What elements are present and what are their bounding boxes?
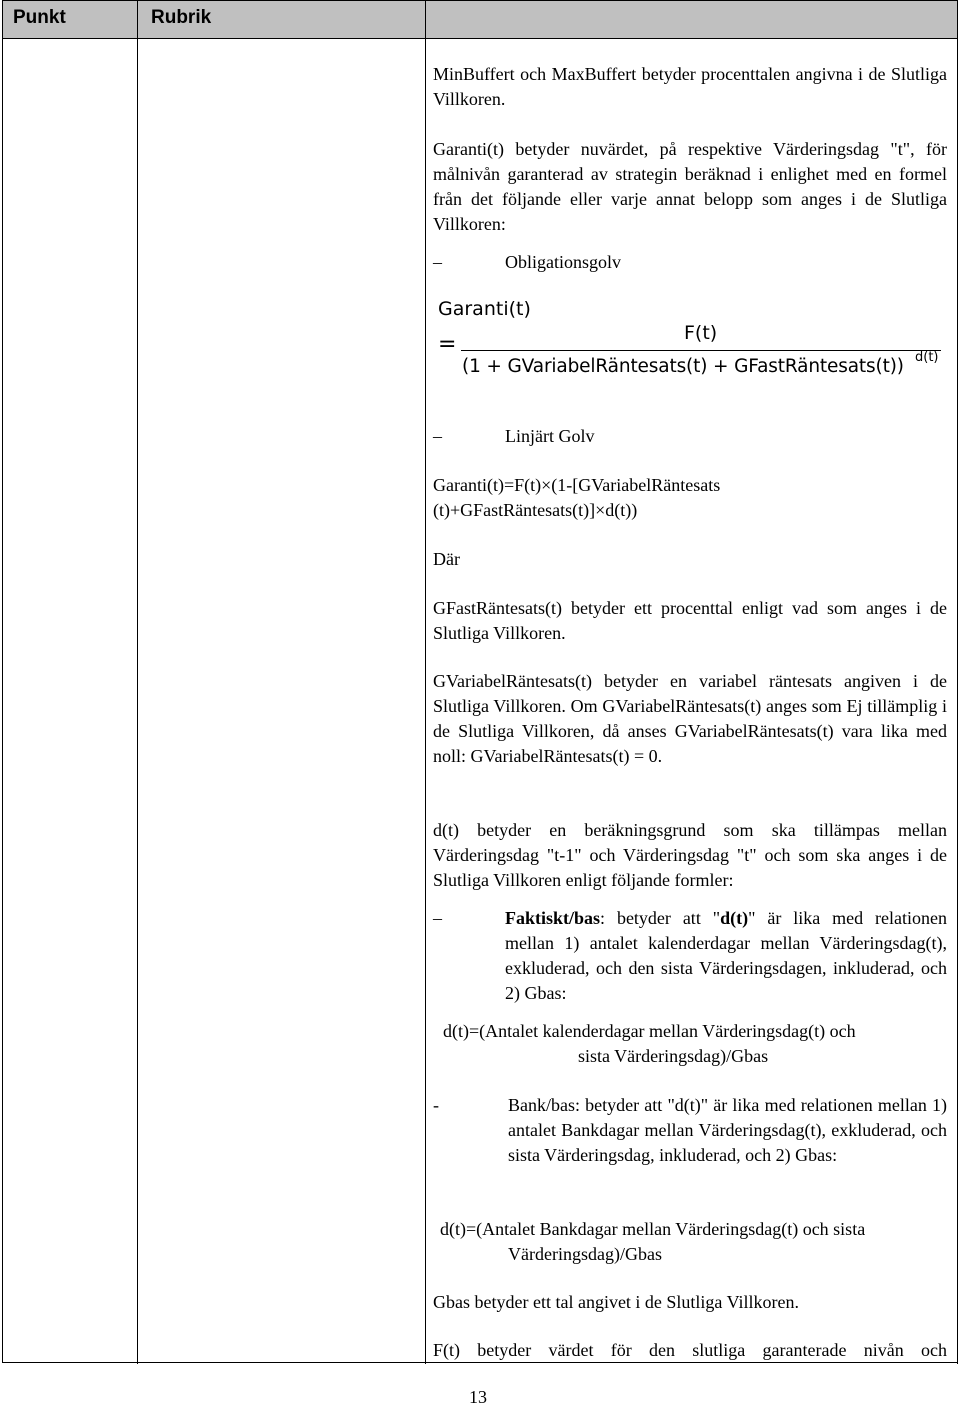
dar-label: Där <box>433 549 460 569</box>
formula-linjart-line-1: Garanti(t)=F(t)×(1-[GVariabelRäntesats <box>433 475 721 495</box>
formula-bank-line-2: Värderingsdag)/Gbas <box>508 1244 662 1264</box>
faktiskt-bas-term: Faktiskt/bas <box>505 908 601 928</box>
formula-linjart-line-2: (t)+GFastRäntesats(t)]×d(t)) <box>433 500 638 520</box>
list-item-bank-bas <box>433 1093 947 1193</box>
page-number: 13 <box>469 1387 487 1407</box>
formula-denominator: (1 + GVariabelRäntesats(t) + GFastRäntesats(t)) <box>462 356 904 377</box>
column-divider-2 <box>425 1 426 1364</box>
obligationsgolv-label: Obligationsgolv <box>505 252 621 272</box>
paragraph-ft: F(t) betyder värdet för den slutliga garanterade nivån och <box>433 1340 947 1360</box>
bank-bas-text: Bank/bas: betyder att "d(t)" är lika med relationen mellan 1) antalet Bankdagar mellan Värderingsdag(t), exkluderad, och sista Värderingsdag, inkluderad, och 2) Gbas: <box>508 1095 947 1165</box>
column-header-rubrik: Rubrik <box>151 7 212 28</box>
faktiskt-bas-text-rest: " är lika med relationen mellan 1) antalet kalenderdagar mellan Värderingsdag(t), exkluderad, och den sista Värderingsdagen, inkluderad, och 2) Gbas: <box>505 908 947 1003</box>
list-dash: - <box>433 1095 439 1115</box>
table-header-row <box>3 1 958 39</box>
paragraph-gfastrantesats: GFastRäntesats(t) betyder ett procenttal enligt vad som anges i de Slutliga Villkoren. <box>433 598 947 643</box>
table-right-border <box>957 1 958 1364</box>
formula-exponent: d(t) <box>915 350 939 365</box>
formula-equals: = <box>438 332 457 357</box>
paragraph-dt-definition: d(t) betyder en beräkningsgrund som ska tillämpas mellan Värderingsdag "t-1" och Värderingsdag "t" och som ska anges i de Slutliga Villkoren enligt följande formler: <box>433 820 947 890</box>
fraction-bar <box>461 350 941 351</box>
formula-lhs: Garanti(t) <box>438 298 531 320</box>
formula-faktiskt-line-2: sista Värderingsdag)/Gbas <box>578 1046 769 1066</box>
formula-obligationsgolv <box>438 298 948 398</box>
formula-bank-line-1: d(t)=(Antalet Bankdagar mellan Värderingsdag(t) och sista <box>440 1219 866 1239</box>
faktiskt-bas-text-part: : betyder att " <box>600 908 721 928</box>
paragraph-minbuffert: MinBuffert och MaxBuffert betyder procenttalen angivna i de Slutliga Villkoren. <box>433 64 947 109</box>
paragraph-garanti-definition: Garanti(t) betyder nuvärdet, på respektive Värderingsdag "t", för målnivån garanterad av strategin beräknad i enlighet med en formel från det följande eller varje annat belopp som anges i de Slutliga Villkoren: <box>433 139 947 234</box>
formula-faktiskt-line-1: d(t)=(Antalet kalenderdagar mellan Värderingsdag(t) och <box>443 1021 856 1041</box>
list-item-faktiskt-bas <box>433 906 947 1006</box>
faktiskt-bas-text <box>505 906 947 1006</box>
list-dash: – <box>433 426 442 446</box>
column-header-punkt: Punkt <box>3 1 138 38</box>
list-dash: – <box>433 252 442 272</box>
paragraph-gbas: Gbas betyder ett tal angivet i de Slutliga Villkoren. <box>433 1292 800 1312</box>
faktiskt-dt-term: d(t) <box>720 908 749 928</box>
formula-numerator: F(t) <box>684 322 718 344</box>
linjart-golv-label: Linjärt Golv <box>505 426 595 446</box>
paragraph-gvariabelrantesats: GVariabelRäntesats(t) betyder en variabel räntesats angiven i de Slutliga Villkoren. Om GVariabelRäntesats(t) anges som Ej tillämplig i de Slutliga Villkoren, då anses GVariabelRäntesats(t) vara lika med noll: GVariabelRäntesats(t) = 0. <box>433 671 947 766</box>
list-dash: – <box>433 908 442 928</box>
column-divider-1 <box>137 1 138 1364</box>
